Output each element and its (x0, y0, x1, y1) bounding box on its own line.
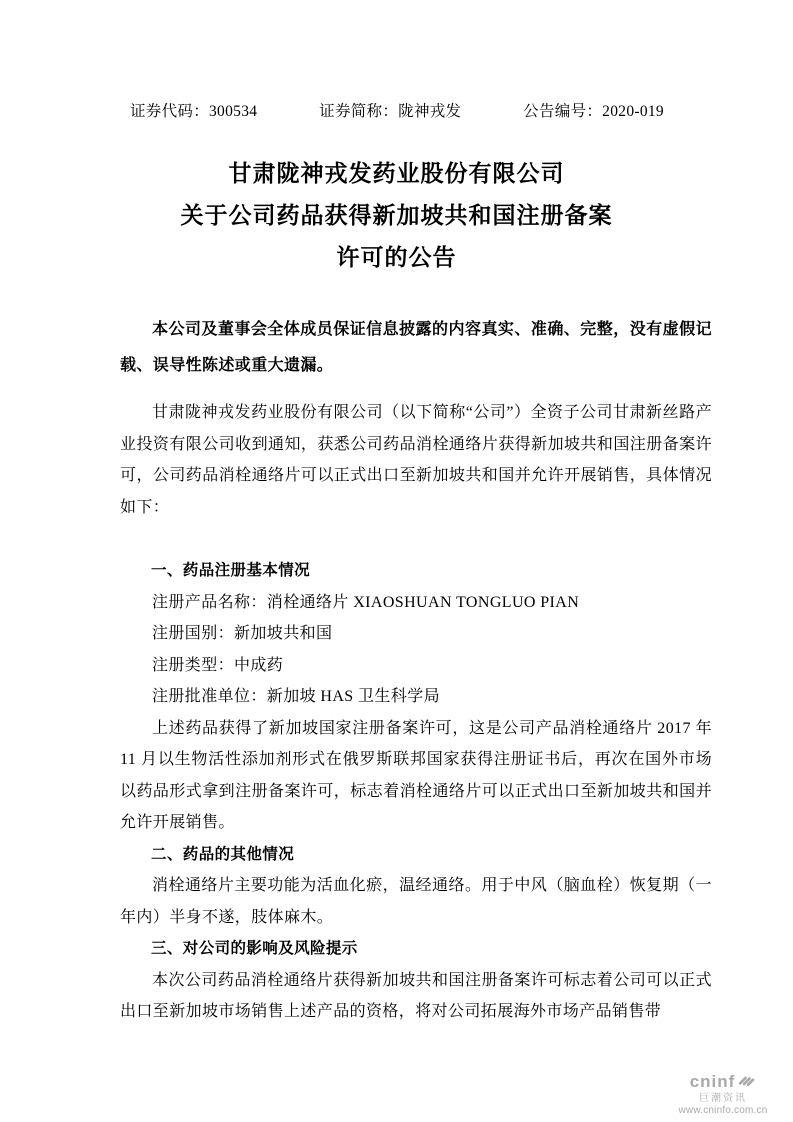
cninfo-url: www.cninfo.com.cn (678, 1105, 768, 1117)
disclaimer-paragraph: 本公司及董事会全体成员保证信息披露的内容真实、准确、完整，没有虚假记载、误导性陈述或重大遗漏。 (120, 321, 712, 374)
title-line-3: 许可的公告 (336, 245, 457, 270)
stock-code: 证券代码：300534 (130, 103, 258, 120)
intro-paragraph: 甘肃陇神戎发药业股份有限公司（以下简称“公司”）全资子公司甘肃新丝路产业投资有限公司收到通知，获悉公司药品消栓通络片获得新加坡共和国注册备案许可，公司药品消栓通络片可以正式出口至新加坡共和国并允许开展销售，具体情况如下： (120, 404, 712, 516)
registration-authority: 注册批准单位：新加坡 HAS 卫生科学局 (152, 688, 441, 705)
document-title (100, 153, 693, 279)
registration-product-name: 注册产品名称：消栓通络片 XIAOSHUAN TONGLUO PIAN (152, 593, 580, 611)
document-body (120, 312, 712, 1028)
section-1-heading: 一、药品注册基本情况 (151, 562, 311, 579)
stock-abbreviation: 证券简称：陇神戎发 (319, 103, 462, 120)
cninfo-chinese-name: 巨潮资讯 (699, 1092, 747, 1104)
cninfo-brand-text: cninf (689, 1072, 736, 1091)
section-2-paragraph: 消栓通络片主要功能为活血化瘀，温经通络。用于中风（脑血栓）恢复期（一年内）半身不遂，肢体麻木。 (120, 877, 712, 926)
title-line-2: 关于公司药品获得新加坡共和国注册备案 (180, 203, 613, 228)
document-header (130, 99, 664, 121)
cninfo-watermark (663, 1072, 783, 1117)
registration-type: 注册类型：中成药 (152, 656, 284, 674)
section-3-paragraph: 本次公司药品消栓通络片获得新加坡共和国注册备案许可标志着公司可以正式出口至新加坡市场销售上述产品的资格，将对公司拓展海外市场产品销售带 (120, 971, 712, 1020)
section-1-paragraph: 上述药品获得了新加坡国家注册备案许可，这是公司产品消栓通络片 2017 年 11 月以生物活性添加剂形式在俄罗斯联邦国家获得注册证书后，再次在国外市场以药品形式拿到注册备案许可，标志着消栓通络片可以正式出口至新加坡共和国并允许开展销售。 (120, 719, 712, 831)
cninfo-swirl-icon (737, 1072, 756, 1091)
section-3-heading: 三、对公司的影响及风险提示 (151, 940, 358, 957)
registration-country: 注册国别：新加坡共和国 (152, 625, 333, 642)
title-line-1: 甘肃陇神戎发药业股份有限公司 (228, 161, 565, 186)
announcement-number: 公告编号：2020-019 (523, 103, 664, 120)
section-2-heading: 二、药品的其他情况 (151, 845, 295, 863)
